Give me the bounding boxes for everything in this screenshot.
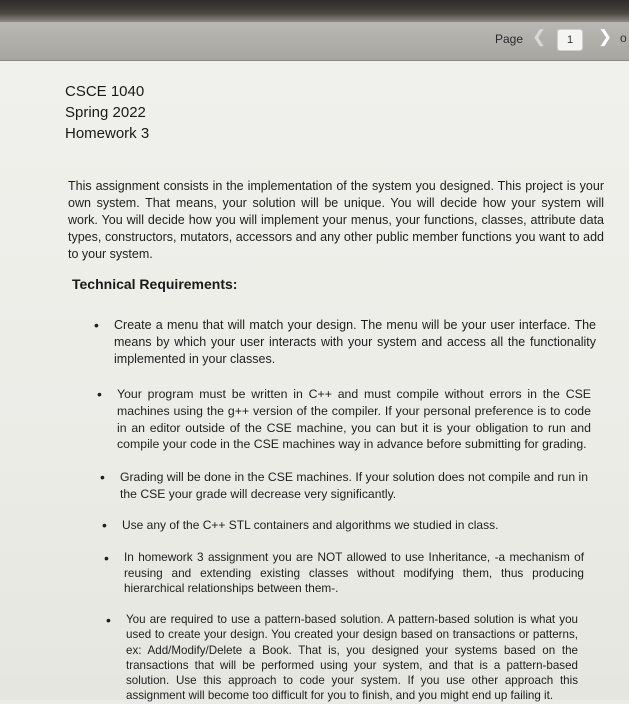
list-item (97, 386, 591, 453)
list-item (104, 550, 584, 597)
list-item-text: You are required to use a pattern-based solution. A pattern-based solution is what you used to create your design. You created your design based on transactions or patterns, ex: Add/Modify/Delete a Book. That is, you designed your systems based on the transactions that will be performed using your system, and that is a pattern-based solution. Use this approach to code your system. If you use other approach this assignment will become too difficult for you to finish, and you might end up failing it. (126, 613, 578, 703)
list-item-text: Create a menu that will match your design. The menu will be your user interface. The means by which your user interacts with your system and access all the functionality implemented in your classes. (114, 318, 596, 366)
bullet-icon: • (100, 469, 105, 485)
list-item-text: Use any of the C++ STL containers and algorithms we studied in class. (122, 518, 499, 532)
list-item (102, 517, 586, 533)
page-label: Page (495, 32, 524, 46)
page-number-input[interactable]: 1 (557, 29, 583, 51)
viewer-toolbar (0, 22, 629, 61)
bullet-icon: • (106, 612, 111, 628)
bullet-icon: • (104, 550, 109, 566)
photo-top-edge (0, 0, 629, 22)
list-item-text: Your program must be written in C++ and must compile without errors in the CSE machines using the g++ version of the compiler. If your personal preference is to code in an editor outside of the CSE machine, you can but it is your obligation to run and compile your code in the CSE machines way in advance before submitting for grading. (117, 387, 591, 452)
bullet-icon: • (94, 317, 99, 333)
chevron-right-icon[interactable]: ❯ (598, 27, 613, 46)
list-item (106, 612, 578, 704)
list-item-text: Grading will be done in the CSE machines. If your solution does not compile and run in the CSE your grade will decrease very significantly. (120, 470, 588, 501)
document-page (0, 61, 629, 703)
bullet-icon: • (102, 517, 107, 533)
list-item-text: In homework 3 assignment you are NOT allowed to use Inheritance, -a mechanism of reusing and extending existing classes without modifying them, thus producing hierarchical relationships between them-. (124, 550, 584, 596)
bullet-icon: • (97, 386, 102, 402)
toolbar-overflow-text: o (620, 31, 627, 45)
assignment-title: Homework 3 (65, 125, 150, 142)
technical-requirements-heading: Technical Requirements: (72, 276, 238, 292)
document-header (65, 81, 149, 144)
chevron-left-icon[interactable]: ❮ (532, 27, 547, 46)
course-code: CSCE 1040 (65, 83, 145, 100)
intro-paragraph: This assignment consists in the implementation of the system you designed. This project is your own system. That means, your solution will be unique. You will decide how your system will work. You will decide how you will implement your menus, your functions, classes, attribute data types, constructors, mutators, accessors and any other public member functions you want to add to your system. (68, 178, 604, 261)
list-item (100, 469, 588, 502)
term: Spring 2022 (65, 104, 146, 121)
list-item (94, 317, 596, 368)
